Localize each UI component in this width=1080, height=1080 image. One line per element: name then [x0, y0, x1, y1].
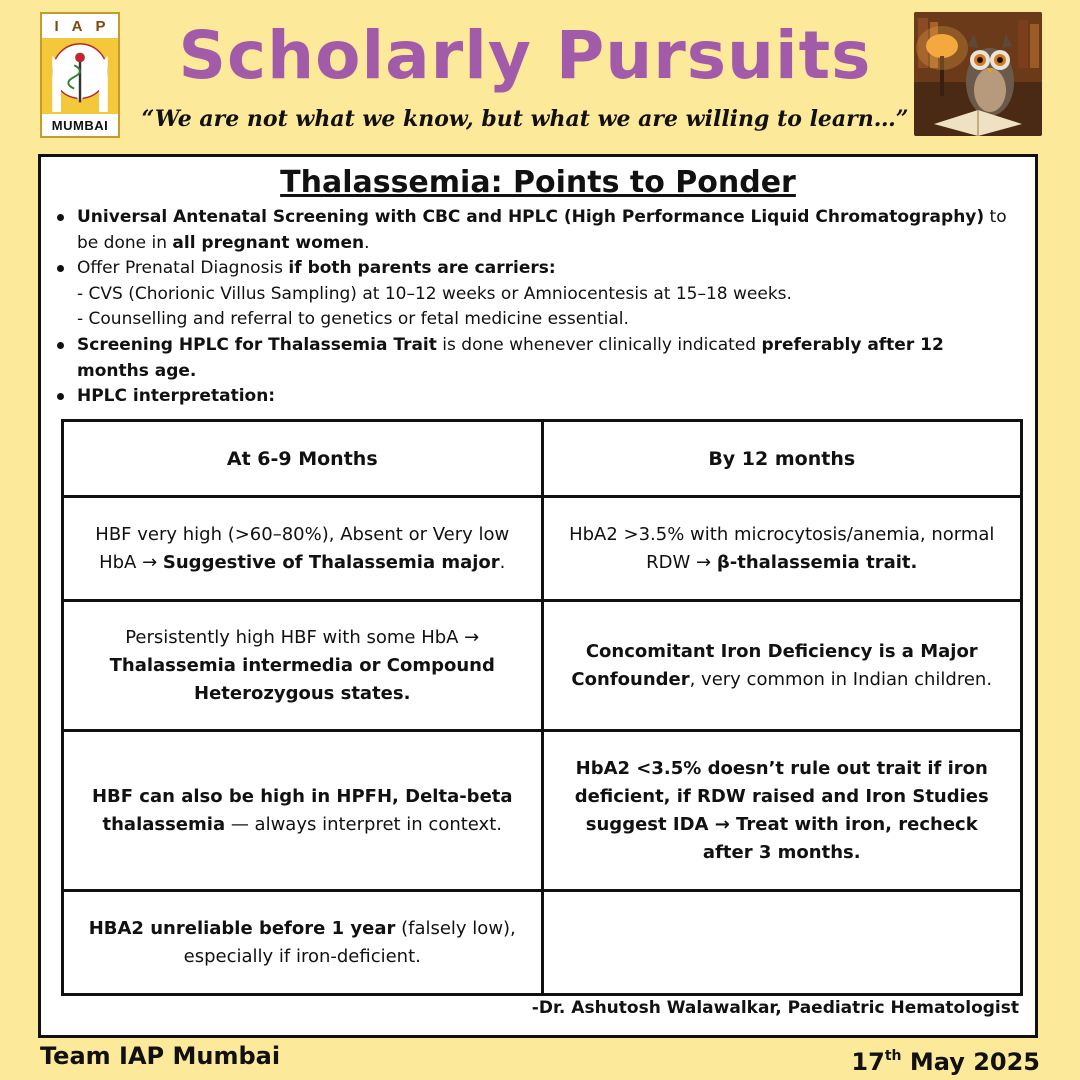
bullet-bold-text: all pregnant women	[172, 232, 365, 253]
page-title: Scholarly Pursuits	[178, 17, 872, 94]
logo-city: MUMBAI	[42, 114, 118, 136]
table-cell	[63, 601, 543, 731]
table-cell-empty	[542, 891, 1022, 995]
bullet-text: is done whenever clinically indicated	[436, 334, 762, 355]
date-suffix: th	[884, 1048, 902, 1064]
bullet-text: to be done in	[77, 207, 1007, 253]
table-row	[63, 731, 1022, 891]
bullet-prenatal-diagnosis	[77, 256, 1021, 333]
sub-item-counselling: - Counselling and referral to genetics or fetal medicine essential.	[77, 309, 629, 330]
owl-reading-icon	[914, 12, 1042, 136]
author-credit: -Dr. Ashutosh Walawalkar, Paediatric Hematologist	[531, 998, 1019, 1018]
hplc-interpretation-table	[61, 419, 1023, 996]
cell-bold-text: HBF can also be high in HPFH, Delta-beta thalassemia	[91, 785, 513, 835]
iap-mumbai-logo	[40, 12, 120, 138]
footer-date	[851, 1040, 1040, 1078]
table-row	[63, 601, 1022, 731]
cell-bold-text: HBA2 unreliable before 1 year	[88, 917, 396, 939]
cell-bold-text: Suggestive of Thalassemia major	[162, 551, 500, 573]
bullet-screening-hplc	[77, 333, 1021, 384]
table-cell	[542, 497, 1022, 601]
content-card	[38, 154, 1038, 1038]
bullet-antenatal-screening	[77, 205, 1021, 256]
table-cell	[63, 497, 543, 601]
table-cell	[542, 601, 1022, 731]
cell-bold-text: β-thalassemia trait.	[716, 551, 918, 573]
table-row	[63, 497, 1022, 601]
column-header-12-months: By 12 months	[542, 421, 1022, 497]
logo-letter-i: I	[54, 17, 59, 35]
logo-emblem	[42, 38, 118, 114]
logo-letter-a: A	[71, 17, 83, 35]
footer-team: Team IAP Mumbai	[40, 1042, 281, 1070]
column-header-6-9-months: At 6-9 Months	[63, 421, 543, 497]
cell-text: , very common in Indian children.	[689, 668, 993, 690]
bullet-hplc-interpretation	[77, 384, 1021, 410]
bullet-text: Offer Prenatal Diagnosis	[77, 258, 289, 279]
bullet-bold-text: HPLC interpretation:	[77, 386, 276, 407]
bullet-bold-text: Universal Antenatal Screening with CBC and HPLC (High Performance Liquid Chromatography)	[77, 207, 985, 227]
bullet-bold-text: if both parents are carriers:	[288, 258, 556, 279]
table-cell	[63, 891, 543, 995]
bullet-text: .	[364, 232, 370, 253]
cell-text: (falsely low), especially if iron-deficient.	[183, 917, 516, 967]
bullet-bold-text: preferably after 12 months age.	[77, 334, 944, 381]
bullet-bold-text: Screening HPLC for Thalassemia Trait	[77, 334, 437, 355]
bullet-list	[77, 205, 1021, 410]
cell-text: HbA2 >3.5% with microcytosis/anemia, normal RDW →	[569, 523, 995, 573]
table-cell	[63, 731, 543, 891]
tagline: “We are not what we know, but what we are willing to learn…”	[141, 106, 909, 132]
table-cell	[542, 731, 1022, 891]
logo-letters	[42, 14, 118, 38]
cell-bold-text: HbA2 <3.5% doesn’t rule out trait if iron deficient, if RDW raised and Iron Studies suggest IDA → Treat with iron, recheck after 3 months.	[574, 757, 989, 863]
sub-item-cvs: - CVS (Chorionic Villus Sampling) at 10–12 weeks or Amniocentesis at 15–18 weeks.	[77, 283, 792, 304]
cell-bold-text: Thalassemia intermedia or Compound Heterozygous states.	[109, 654, 495, 704]
cell-text: .	[499, 551, 506, 573]
cell-text: Persistently high HBF with some HbA →	[125, 626, 480, 648]
caduceus-icon	[42, 38, 118, 114]
date-month-year: May 2025	[901, 1048, 1040, 1076]
cell-text: HBF very high (>60–80%), Absent or Very low HbA →	[95, 523, 510, 573]
date-day: 17	[851, 1048, 885, 1076]
card-title: Thalassemia: Points to Ponder	[280, 165, 796, 200]
table-row	[63, 891, 1022, 995]
cell-bold-text: Concomitant Iron Deficiency is a Major Confounder	[571, 640, 978, 690]
table-header-row	[63, 421, 1022, 497]
cell-text: — always interpret in context.	[225, 813, 502, 835]
logo-letter-p: P	[95, 17, 106, 35]
